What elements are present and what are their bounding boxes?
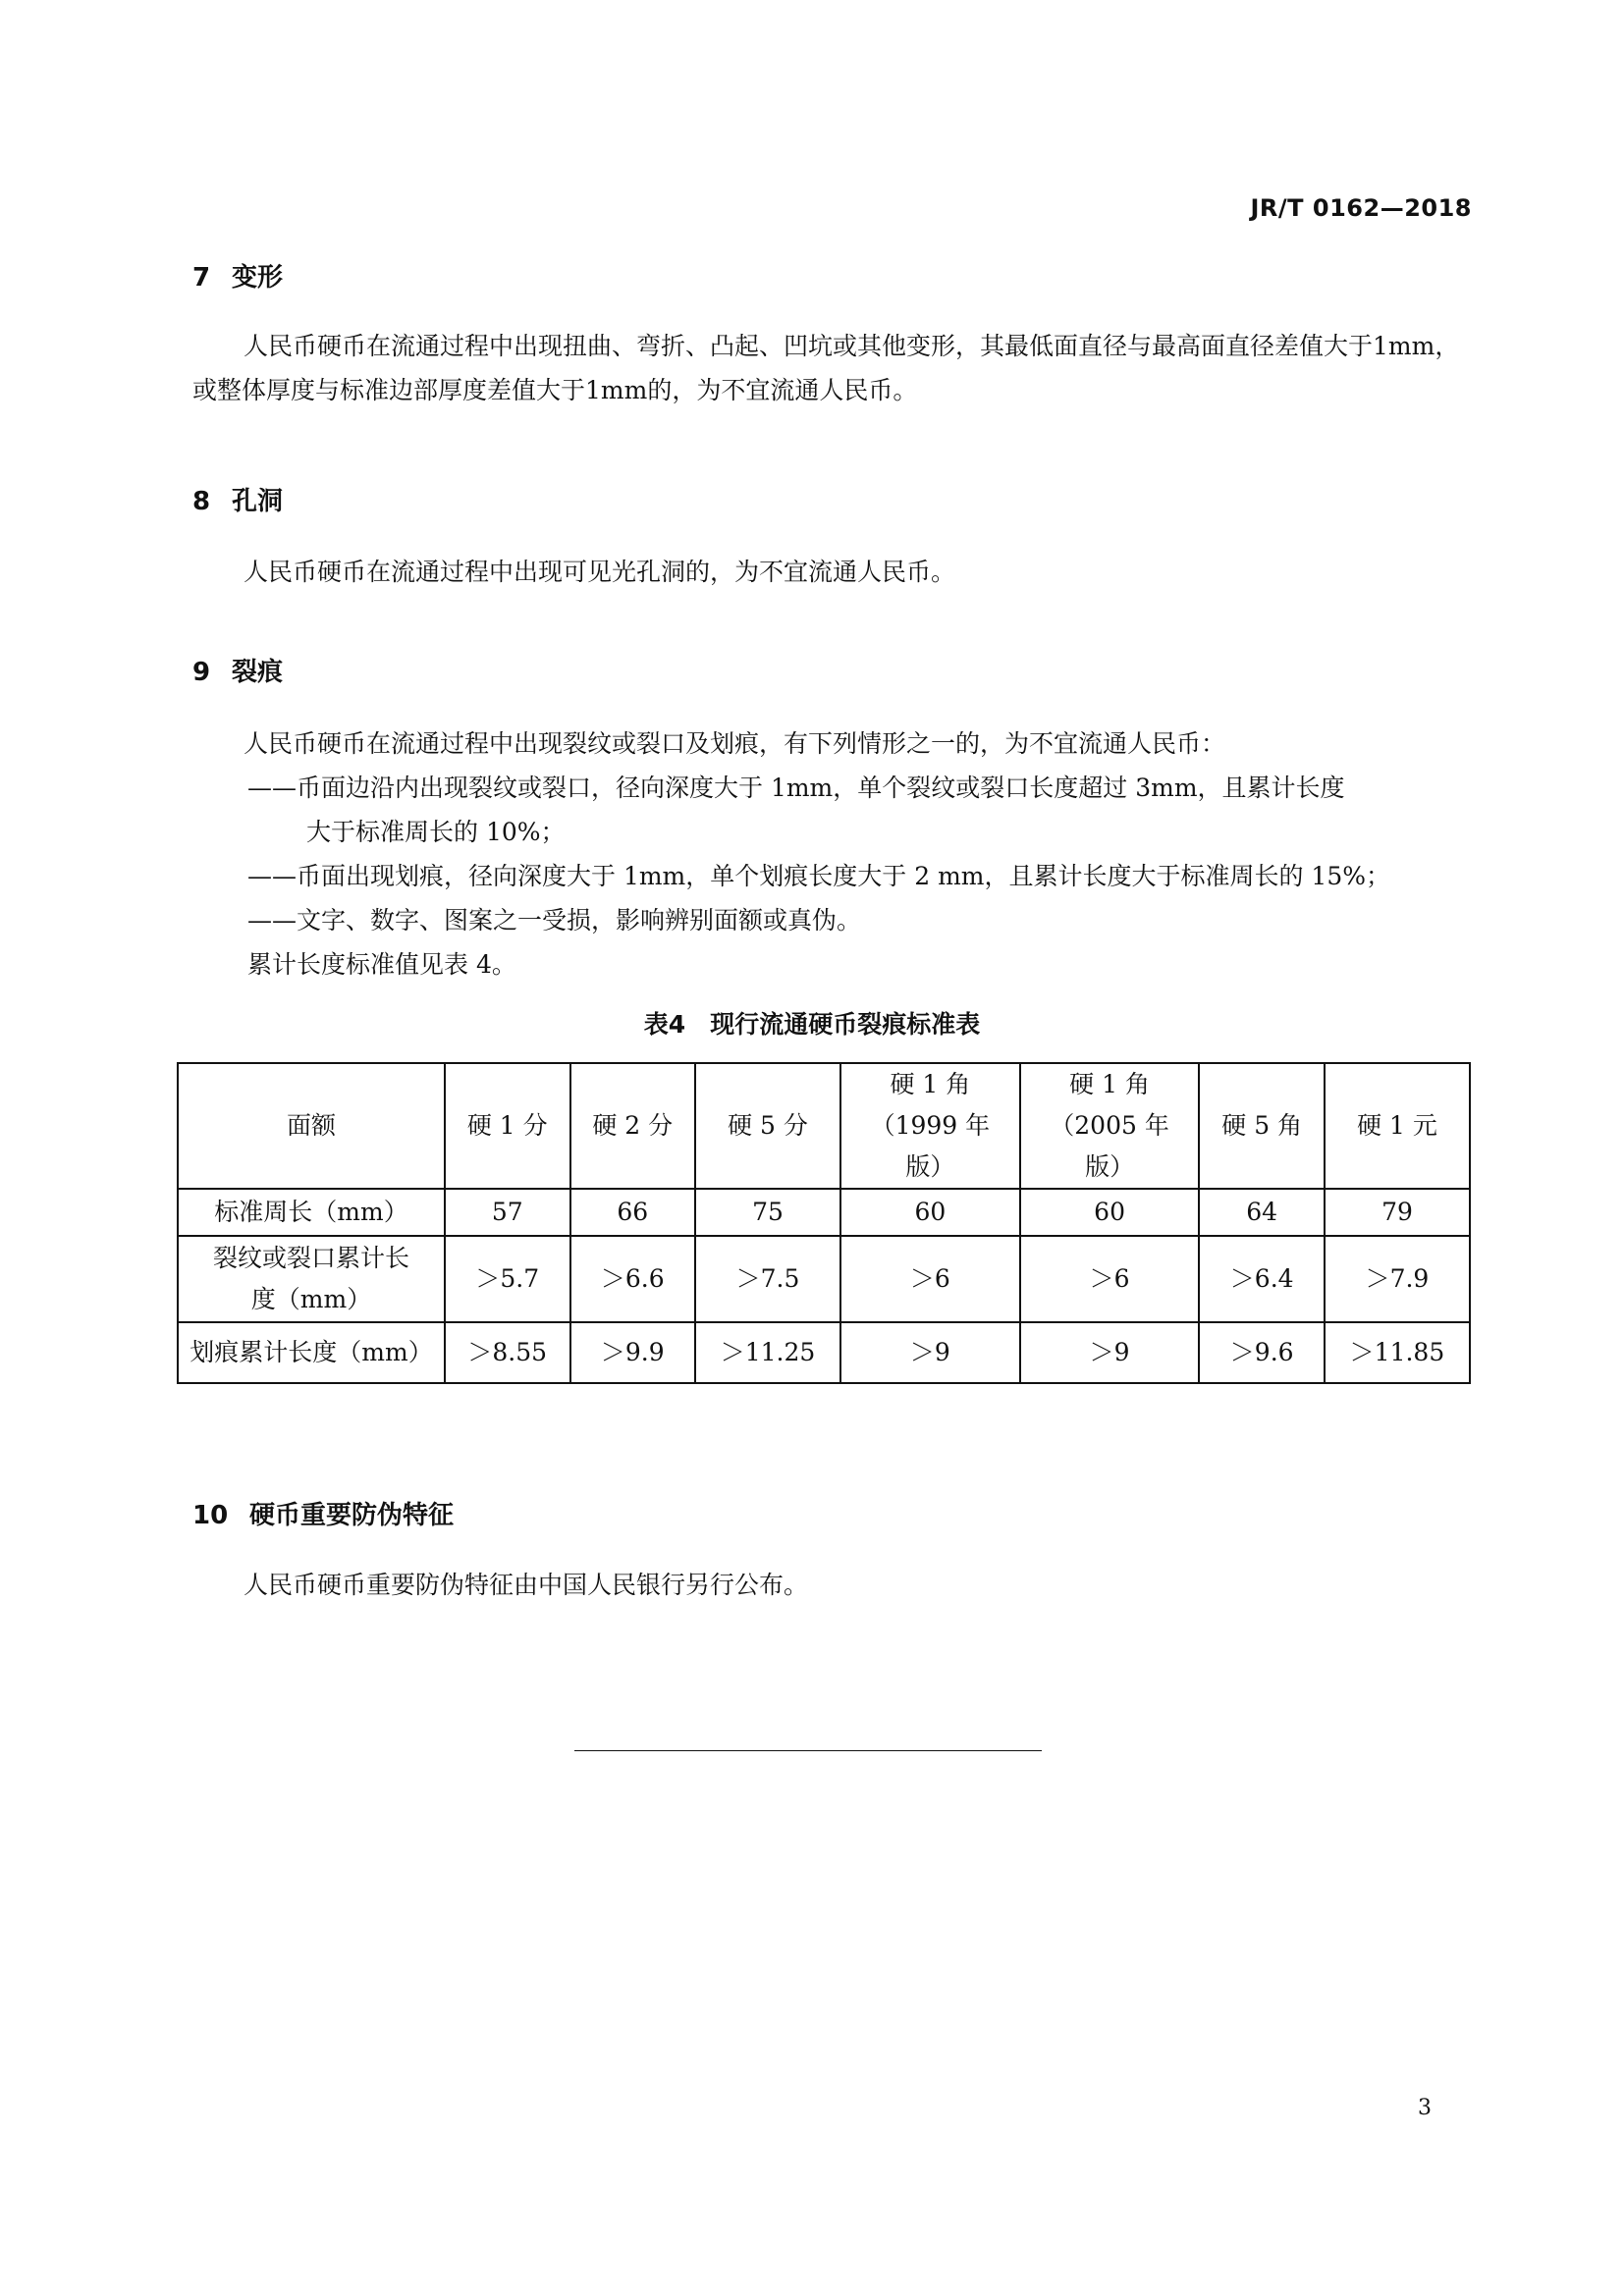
table-cell: ＞9 — [840, 1322, 1020, 1383]
table-cell: 75 — [695, 1189, 840, 1236]
table-cell: 66 — [570, 1189, 696, 1236]
table-cell: 60 — [840, 1189, 1020, 1236]
section-10-heading — [192, 1495, 454, 1531]
header-cell — [1020, 1063, 1200, 1189]
row-label: 划痕累计长度（mm） — [178, 1322, 445, 1383]
list-item-continuation: 大于标准周长的 10%； — [306, 818, 566, 846]
table-cell: ＞7.5 — [695, 1236, 840, 1322]
header-line: 硬 1 角 — [1069, 1070, 1150, 1098]
table-row — [178, 1236, 1470, 1322]
table-cell: 60 — [1020, 1189, 1200, 1236]
header-cell: 硬 5 分 — [695, 1063, 840, 1189]
header-cell: 硬 2 分 — [570, 1063, 696, 1189]
end-rule — [574, 1750, 1042, 1751]
page-number: 3 — [1418, 2096, 1432, 2120]
section-10-paragraph: 人民币硬币重要防伪特征由中国人民银行另行公布。 — [244, 1571, 809, 1599]
row-label — [178, 1236, 445, 1322]
crack-standard-table — [177, 1062, 1471, 1384]
section-number: 7 — [192, 263, 211, 293]
list-item-line: ——币面边沿内出现裂纹或裂口，径向深度大于 1mm，单个裂纹或裂口长度超过 3mm，且累计长度 — [247, 774, 1345, 802]
table-cell: ＞6.6 — [570, 1236, 696, 1322]
table-cell: ＞11.25 — [695, 1322, 840, 1383]
section-8-heading — [192, 481, 283, 517]
section-8-paragraph: 人民币硬币在流通过程中出现可见光孔洞的，为不宜流通人民币。 — [244, 558, 956, 586]
table-cell: ＞6 — [1020, 1236, 1200, 1322]
section-9-paragraph: 人民币硬币在流通过程中出现裂纹或裂口及划痕，有下列情形之一的，为不宜流通人民币： — [244, 729, 1226, 758]
header-cell: 硬 1 元 — [1325, 1063, 1470, 1189]
row-label-line: 度（mm） — [250, 1285, 372, 1313]
table-cell: ＞9.9 — [570, 1322, 696, 1383]
list-item: ——币面出现划痕，径向深度大于 1mm，单个划痕长度大于 2 mm，且累计长度大于标准周长的 15%； — [247, 862, 1390, 890]
section-number: 10 — [192, 1501, 229, 1530]
table-cell: 79 — [1325, 1189, 1470, 1236]
row-label-line: 裂纹或裂口累计长 — [212, 1244, 409, 1272]
section-title: 硬币重要防伪特征 — [249, 1501, 455, 1530]
table-row — [178, 1322, 1470, 1383]
header-cell: 硬 1 分 — [445, 1063, 570, 1189]
header-cell-denomination: 面额 — [178, 1063, 445, 1189]
table-cell: ＞8.55 — [445, 1322, 570, 1383]
section-9-heading — [192, 652, 283, 688]
section-title: 孔洞 — [232, 487, 284, 516]
section-7-paragraph: 人民币硬币在流通过程中出现扭曲、弯折、凸起、凹坑或其他变形，其最低面直径与最高面直径差值大于1mm，或整体厚度与标准边部厚度差值大于1mm的，为不宜流通人民币。 — [192, 332, 1460, 404]
table-cell: ＞9 — [1020, 1322, 1200, 1383]
list-item: ——文字、数字、图案之一受损，影响辨别面额或真伪。 — [247, 906, 862, 934]
table-row — [178, 1189, 1470, 1236]
table-cell: 64 — [1199, 1189, 1325, 1236]
document-code: JR/T 0162—2018 — [1250, 194, 1472, 222]
header-line: （2005 年 — [1050, 1111, 1169, 1140]
table-cell: ＞7.9 — [1325, 1236, 1470, 1322]
header-line: 硬 1 角 — [890, 1070, 971, 1098]
table-title: 表4 现行流通硬币裂痕标准表 — [643, 1010, 981, 1039]
section-7-heading — [192, 257, 283, 294]
list-item — [247, 766, 1475, 854]
table-cell: ＞5.7 — [445, 1236, 570, 1322]
table-cell: ＞6 — [840, 1236, 1020, 1322]
header-line: 版） — [905, 1152, 955, 1181]
section-title: 裂痕 — [232, 658, 284, 687]
row-label: 标准周长（mm） — [178, 1189, 445, 1236]
section-number: 9 — [192, 658, 211, 687]
table-reference-note: 累计长度标准值见表 4。 — [247, 950, 516, 979]
section-number: 8 — [192, 487, 211, 516]
table-cell: ＞11.85 — [1325, 1322, 1470, 1383]
table-cell: 57 — [445, 1189, 570, 1236]
table-cell: ＞9.6 — [1199, 1322, 1325, 1383]
table-cell: ＞6.4 — [1199, 1236, 1325, 1322]
section-title: 变形 — [232, 263, 284, 293]
header-cell — [840, 1063, 1020, 1189]
header-line: （1999 年 — [870, 1111, 991, 1140]
table-header-row — [178, 1063, 1470, 1189]
header-line: 版） — [1085, 1152, 1135, 1181]
header-cell: 硬 5 角 — [1199, 1063, 1325, 1189]
